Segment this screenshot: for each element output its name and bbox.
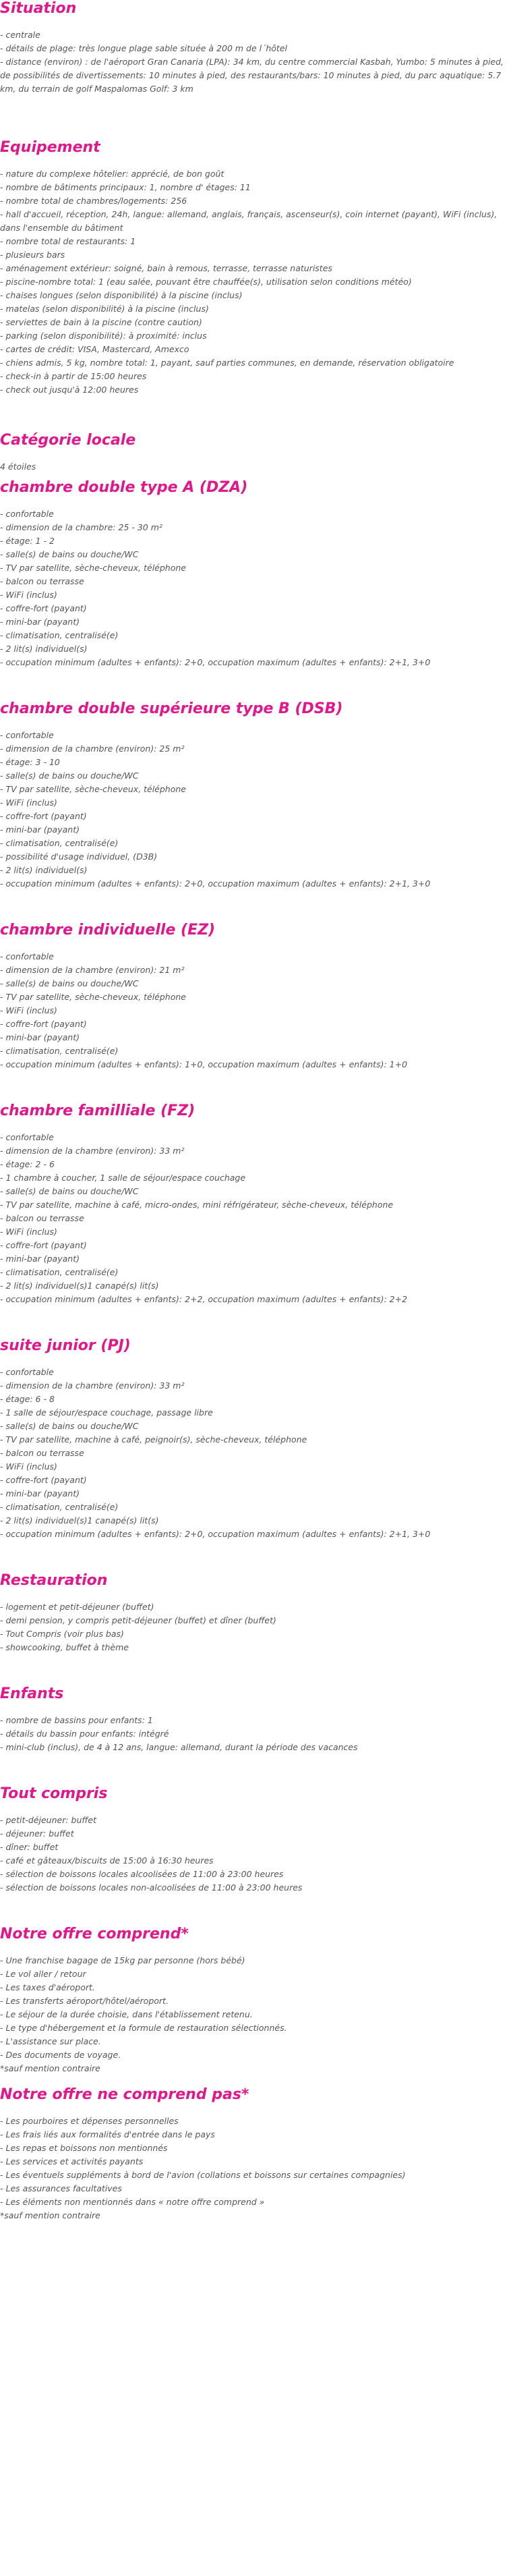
list-item: - parking (selon disponibilité): à proximité: inclus: [0, 331, 207, 341]
list-item: - TV par satellite, sèche-cheveux, téléphone: [0, 563, 186, 573]
list-item: - coffre-fort (payant): [0, 1475, 87, 1485]
list-item: - check out jusqu'à 12:00 heures: [0, 385, 139, 395]
section-list: [0, 460, 511, 474]
footnote: *sauf mention contraire: [0, 2210, 100, 2220]
list-item: - logement et petit-déjeuner (buffet): [0, 1602, 154, 1612]
list-item: - coffre-fort (payant): [0, 603, 87, 613]
section-title: Equipement: [0, 139, 100, 156]
list-item: - salle(s) de bains ou douche/WC: [0, 1421, 139, 1431]
section-list: [0, 1814, 511, 1895]
list-item: - café et gâteaux/biscuits de 15:00 à 16:30 heures: [0, 1855, 214, 1866]
list-item: - salle(s) de bains ou douche/WC: [0, 1186, 139, 1196]
list-item: - mini-club (inclus), de 4 à 12 ans, langue: allemand, durant la période des vacances: [0, 1742, 358, 1752]
list-item: - 1 salle de séjour/espace couchage, passage libre: [0, 1407, 213, 1418]
list-item: - mini-bar (payant): [0, 1254, 80, 1264]
section-list: [0, 1954, 511, 2075]
list-item: - nombre de bassins pour enfants: 1: [0, 1715, 153, 1725]
list-item: - sélection de boissons locales alcoolisées de 11:00 à 23:00 heures: [0, 1869, 284, 1879]
section-title: Restauration: [0, 1572, 108, 1589]
list-item: - étage: 2 - 6: [0, 1159, 55, 1169]
list-item: - WiFi (inclus): [0, 590, 57, 600]
list-item: - climatisation, centralisé(e): [0, 630, 119, 640]
list-item: - salle(s) de bains ou douche/WC: [0, 978, 139, 988]
list-item: - balcon ou terrasse: [0, 576, 84, 586]
list-item: - WiFi (inclus): [0, 1227, 57, 1237]
list-item: - TV par satellite, machine à café, peignoir(s), sèche-cheveux, téléphone: [0, 1434, 307, 1445]
section-list: [0, 167, 511, 397]
list-item: - 2 lit(s) individuel(s): [0, 644, 88, 654]
section-chambre-individuelle-ez: [0, 922, 511, 1071]
section-title: chambre double supérieure type B (DSB): [0, 700, 343, 717]
list-item: - petit-déjeuner: buffet: [0, 1815, 97, 1825]
list-item: - centrale: [0, 30, 40, 40]
list-item: 4 étoiles: [0, 461, 36, 472]
list-item: - mini-bar (payant): [0, 824, 80, 835]
list-item: - WiFi (inclus): [0, 1461, 57, 1472]
list-item: - plusieurs bars: [0, 250, 65, 260]
list-item: - WiFi (inclus): [0, 797, 57, 808]
list-item: - hall d'accueil, réception, 24h, langue: allemand, anglais, français, ascenseur(s), coin internet (payant), WiFi (inclus), dans l'ensemble du bâtiment: [0, 209, 498, 233]
list-item: - nombre total de restaurants: 1: [0, 236, 136, 246]
list-item: - détails de plage: très longue plage sable située à 200 m de l´hôtel: [0, 43, 288, 53]
section-notre-offre-comprend: [0, 1926, 511, 2075]
section-list: [0, 1366, 511, 1541]
list-item: - matelas (selon disponibilité) à la piscine (inclus): [0, 304, 209, 314]
list-item: - Les éventuels suppléments à bord de l'avion (collations et boissons sur certaines compagnies): [0, 2170, 406, 2180]
section-title: chambre familliale (FZ): [0, 1102, 196, 1119]
list-item: - demi pension, y compris petit-déjeuner (buffet) et dîner (buffet): [0, 1615, 276, 1625]
section-title: Catégorie locale: [0, 432, 136, 449]
list-item: - piscine-nombre total: 1 (eau salée, pouvant être chauffée(s), utilisation selon conditions météo): [0, 277, 412, 287]
list-item: - occupation minimum (adultes + enfants): 2+2, occupation maximum (adultes + enfants): 2+2: [0, 1294, 408, 1304]
list-item: - Le vol aller / retour: [0, 1969, 86, 1979]
section-suite-junior-pj: [0, 1337, 511, 1541]
list-item: - dimension de la chambre: 25 - 30 m²: [0, 522, 162, 532]
list-item: - mini-bar (payant): [0, 1032, 80, 1042]
list-item: - nature du complexe hôtelier: apprécié, de bon goût: [0, 169, 224, 179]
list-item: - Des documents de voyage.: [0, 2050, 121, 2060]
list-item: - climatisation, centralisé(e): [0, 1046, 119, 1056]
list-item: - dîner: buffet: [0, 1842, 59, 1852]
list-item: - check-in à partir de 15:00 heures: [0, 371, 147, 381]
list-item: - cartes de crédit: VISA, Mastercard, Amexco: [0, 344, 189, 354]
list-item: - Les taxes d'aéroport.: [0, 1982, 95, 1992]
list-item: - 2 lit(s) individuel(s): [0, 865, 88, 875]
list-item: - balcon ou terrasse: [0, 1213, 84, 1223]
section-notre-offre-ne-comprend-pas: [0, 2086, 511, 2222]
list-item: - dimension de la chambre (environ): 21 m²: [0, 965, 185, 975]
list-item: - occupation minimum (adultes + enfants): 1+0, occupation maximum (adultes + enfants): 1+0: [0, 1059, 408, 1069]
list-item: - confortable: [0, 951, 54, 961]
section-list: [0, 950, 511, 1071]
list-item: - Les frais liés aux formalités d'entrée dans le pays: [0, 2129, 215, 2139]
section-list: [0, 507, 511, 669]
list-item: - L'assistance sur place.: [0, 2036, 101, 2046]
list-item: - TV par satellite, machine à café, micro-ondes, mini réfrigérateur, sèche-cheveux, téléphone: [0, 1200, 394, 1210]
list-item: - possibilité d'usage individuel, (D3B): [0, 851, 158, 862]
section-chambre-familliale-fz: [0, 1102, 511, 1306]
list-item: - coffre-fort (payant): [0, 1240, 87, 1250]
list-item: - salle(s) de bains ou douche/WC: [0, 549, 139, 559]
list-item: - étage: 3 - 10: [0, 757, 60, 767]
list-item: - Les assurances facultatives: [0, 2183, 122, 2193]
list-item: - WiFi (inclus): [0, 1005, 57, 1015]
section-equipement: [0, 139, 511, 397]
list-item: - balcon ou terrasse: [0, 1448, 84, 1458]
section-list: [0, 2115, 511, 2222]
list-item: - climatisation, centralisé(e): [0, 838, 119, 848]
list-item: - TV par satellite, sèche-cheveux, téléphone: [0, 784, 186, 794]
list-item: - 2 lit(s) individuel(s)1 canapé(s) lit(s): [0, 1515, 159, 1525]
list-item: - distance (environ) : de l'aéroport Gran Canaria (LPA): 34 km, du centre commercial Kasbah, Yumbo: 5 minutes à pied, de possibilités de divertissements: 10 minutes à pied, des restaurants/bars: 10 minutes à pied, du parc aquatique: 5.7 km, du terrain de golf Maspalomas Golf: 3 km: [0, 57, 504, 94]
list-item: - occupation minimum (adultes + enfants): 2+0, occupation maximum (adultes + enfants): 2+1, 3+0: [0, 1529, 431, 1539]
list-item: - Une franchise bagage de 15kg par personne (hors bébé): [0, 1955, 245, 1965]
list-item: - Les repas et boissons non mentionnés: [0, 2143, 168, 2153]
list-item: - showcooking, buffet à thème: [0, 1642, 129, 1652]
list-item: - Les services et activités payants: [0, 2156, 144, 2166]
section-list: [0, 729, 511, 891]
list-item: - étage: 1 - 2: [0, 536, 55, 546]
list-item: - climatisation, centralisé(e): [0, 1502, 119, 1512]
list-item: - chaises longues (selon disponibilité) à la piscine (inclus): [0, 290, 243, 300]
list-item: - Tout Compris (voir plus bas): [0, 1629, 124, 1639]
list-item: - déjeuner: buffet: [0, 1828, 74, 1839]
list-item: - Les transferts aéroport/hôtel/aéroport.: [0, 1996, 169, 2006]
list-item: - salle(s) de bains ou douche/WC: [0, 771, 139, 781]
list-item: - dimension de la chambre (environ): 33 m²: [0, 1380, 185, 1391]
list-item: - occupation minimum (adultes + enfants): 2+0, occupation maximum (adultes + enfants): 2+1, 3+0: [0, 878, 431, 889]
list-item: - dimension de la chambre (environ): 33 m²: [0, 1146, 185, 1156]
list-item: - mini-bar (payant): [0, 1488, 80, 1499]
section-tout-compris: [0, 1785, 511, 1895]
list-item: - nombre total de chambres/logements: 256: [0, 196, 187, 206]
list-item: - chiens admis, 5 kg, nombre total: 1, payant, sauf parties communes, en demande, réservation obligatoire: [0, 358, 454, 368]
list-item: - détails du bassin pour enfants: intégré: [0, 1729, 169, 1739]
footnote: *sauf mention contraire: [0, 2063, 100, 2073]
section-restauration: [0, 1572, 511, 1654]
section-categorie-locale: [0, 432, 511, 474]
list-item: - coffre-fort (payant): [0, 811, 87, 821]
section-chambre-double-type-a-dza: [0, 479, 511, 669]
list-item: - Les pourboires et dépenses personnelles: [0, 2116, 179, 2126]
section-chambre-double-superieure-type-b-dsb: [0, 700, 511, 891]
section-title: chambre individuelle (EZ): [0, 922, 216, 939]
list-item: - dimension de la chambre (environ): 25 m²: [0, 744, 185, 754]
list-item: - serviettes de bain à la piscine (contre caution): [0, 317, 202, 327]
list-item: - mini-bar (payant): [0, 617, 80, 627]
list-item: - confortable: [0, 730, 54, 740]
section-title: Situation: [0, 0, 77, 17]
list-item: - Le type d'hébergement et la formule de restauration sélectionnés.: [0, 2023, 287, 2033]
list-item: - étage: 6 - 8: [0, 1394, 55, 1404]
list-item: - TV par satellite, sèche-cheveux, téléphone: [0, 992, 186, 1002]
list-item: - aménagement extérieur: soigné, bain à remous, terrasse, terrasse naturistes: [0, 263, 332, 273]
section-title: Notre offre ne comprend pas*: [0, 2086, 249, 2103]
section-list: [0, 1714, 511, 1754]
section-list: [0, 1600, 511, 1654]
section-enfants: [0, 1685, 511, 1754]
section-situation: [0, 0, 511, 96]
list-item: - confortable: [0, 1132, 54, 1142]
section-title: chambre double type A (DZA): [0, 479, 248, 496]
list-item: - climatisation, centralisé(e): [0, 1267, 119, 1277]
section-title: Tout compris: [0, 1785, 108, 1802]
list-item: - 2 lit(s) individuel(s)1 canapé(s) lit(s): [0, 1281, 159, 1291]
list-item: - occupation minimum (adultes + enfants): 2+0, occupation maximum (adultes + enfants): 2+1, 3+0: [0, 657, 431, 667]
section-list: [0, 28, 511, 96]
list-item: - Le séjour de la durée choisie, dans l'établissement retenu.: [0, 2009, 253, 2019]
list-item: - confortable: [0, 509, 54, 519]
list-item: - Les éléments non mentionnés dans « notre offre comprend »: [0, 2197, 265, 2207]
list-item: - 1 chambre à coucher, 1 salle de séjour/espace couchage: [0, 1173, 246, 1183]
section-list: [0, 1131, 511, 1306]
section-title: suite junior (PJ): [0, 1337, 131, 1354]
section-title: Notre offre comprend*: [0, 1926, 189, 1942]
section-title: Enfants: [0, 1685, 64, 1702]
list-item: - coffre-fort (payant): [0, 1019, 87, 1029]
list-item: - nombre de bâtiments principaux: 1, nombre d' étages: 11: [0, 182, 251, 192]
list-item: - confortable: [0, 1367, 54, 1377]
list-item: - sélection de boissons locales non-alcoolisées de 11:00 à 23:00 heures: [0, 1882, 303, 1893]
